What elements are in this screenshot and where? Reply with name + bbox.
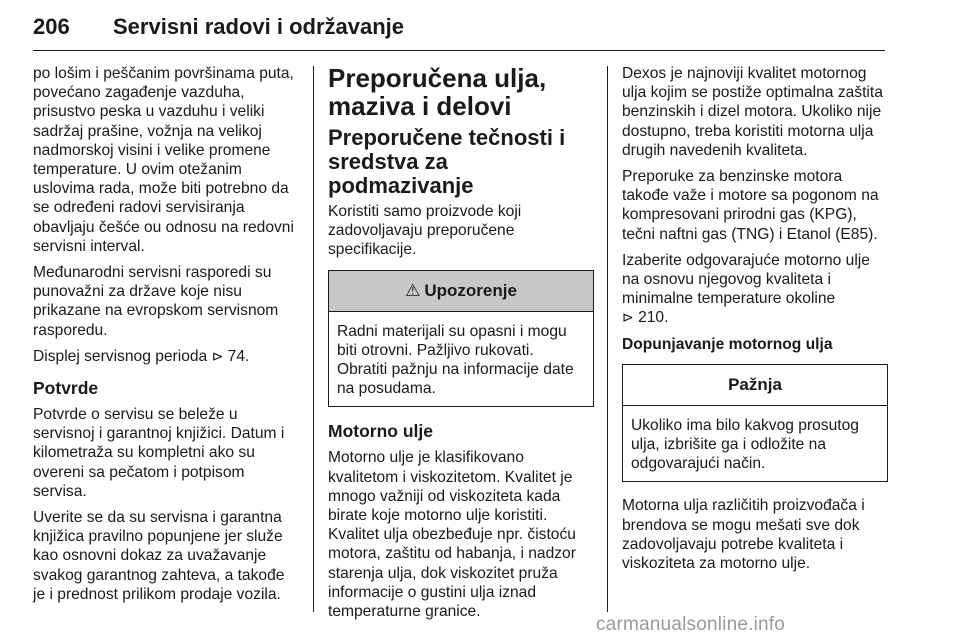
column-left: [33, 64, 299, 611]
watermark: carmanualsonline.info: [596, 614, 786, 635]
warning-text: Radni materijali su opasni i mogu biti otrovni. Pažljivo rukovati. Obratiti pažnju na informacije date na posudama.: [337, 322, 574, 398]
paragraph-text: Izaberite odgovarajuće motorno ulje na osnovu njegovog kvaliteta i minimalne temperature okoline: [622, 251, 870, 308]
warning-box: [328, 270, 594, 408]
paragraph-with-reference: [33, 347, 299, 366]
paragraph-text: Displej servisnog perioda: [33, 347, 212, 365]
column-divider: [607, 66, 608, 612]
section-heading: Potvrde: [33, 378, 99, 399]
paragraph: Uverite se da su servisna i garantna knjižica pravilno popunjene jer služe kao osnovni dokaz za uvažavanje svakog garantnog zahteva, a takođe je i prednost prilikom prodaje vozila.: [33, 509, 285, 603]
chapter-heading: Preporučena ulja, maziva i delovi: [328, 63, 547, 121]
reference-arrow-icon: ⊳: [622, 309, 634, 326]
paragraph: Motorna ulja različitih proizvođača i brendova se mogu mešati sve dok zadovoljavaju potrebe kvaliteta i viskoziteta za motorno ulje.: [622, 497, 865, 573]
note-text: Ukoliko ima bilo kakvog prosutog ulja, izbrišite ga i odložite na odgovarajući način.: [631, 416, 859, 473]
section-heading: Motorno ulje: [328, 421, 433, 442]
paragraph: Koristiti samo proizvode koji zadovoljavaju preporučene specifikacije.: [328, 203, 522, 259]
reference-arrow-icon: ⊳: [211, 347, 224, 364]
page-title: Servisni radovi i održavanje: [113, 14, 405, 39]
page-reference[interactable]: 210.: [638, 309, 669, 327]
paragraph: Dexos je najnoviji kvalitet motornog ulja kojim se postiže optimalna zaštita benzinskih i dizel motora. Ukoliko nije dostupno, treba koristiti motorna ulja drugih navedenih kvaliteta.: [622, 65, 883, 159]
section-heading: Dopunjavanje motornog ulja: [622, 335, 833, 353]
page-header: [33, 8, 885, 51]
note-box-header: Pažnja: [623, 365, 887, 406]
paragraph: Motorno ulje je klasifikovano kvalitetom i viskozitetom. Kvalitet je mnogo važniji od viskoziteta kada birate koje motorno ulje koristiti. Kvalitet ulja obezbeđuje npr. čistoću motora, zaštitu od habanja, i nadzor starenja ulja, dok viskozitet pruža informacije o gustini ulja iznad temperaturne granice.: [328, 449, 576, 621]
section-heading: Preporučene tečnosti i sredstva za podmazivanje: [328, 125, 566, 198]
page-number: 206: [33, 14, 70, 39]
page-reference[interactable]: 74.: [227, 347, 250, 365]
paragraph: Preporuke za benzinske motora takođe važe i motore sa pogonom na kompresovani prirodni gas (KPG), tečni naftni gas (TNG) i Etanol (E85).: [622, 168, 879, 243]
column-right: [622, 64, 888, 580]
paragraph: Međunarodni servisni rasporedi su punovažni za države koje nisu prikazane na evropskom servisnom rasporedu.: [33, 264, 279, 339]
warning-triangle-icon: ⚠: [405, 280, 421, 300]
note-box: [622, 364, 888, 483]
column-middle: [328, 64, 594, 628]
paragraph: Potvrde o servisu se beleže u servisnoj i garantnoj knjižici. Datum i kilometraža su kompletni ako su overeni sa pečatom i potpisom servisa.: [33, 406, 285, 500]
warning-box-header: [329, 271, 593, 312]
paragraph-with-reference: [622, 251, 888, 328]
paragraph: po lošim i peščanim površinama puta, povećano zagađenje vazduha, prisustvo peska u vazduhu i veliki sadržaj prašine, vožnja na velikoj nadmorskoj visini i velike promene temperature. U ovim otežanim uslovima rada, može biti potrebno da se određeni radovi servisiranja obavljaju češće ou odnosu na redovni servisni interval.: [33, 65, 294, 255]
column-divider: [313, 66, 314, 612]
warning-title: Upozorenje: [424, 280, 517, 300]
